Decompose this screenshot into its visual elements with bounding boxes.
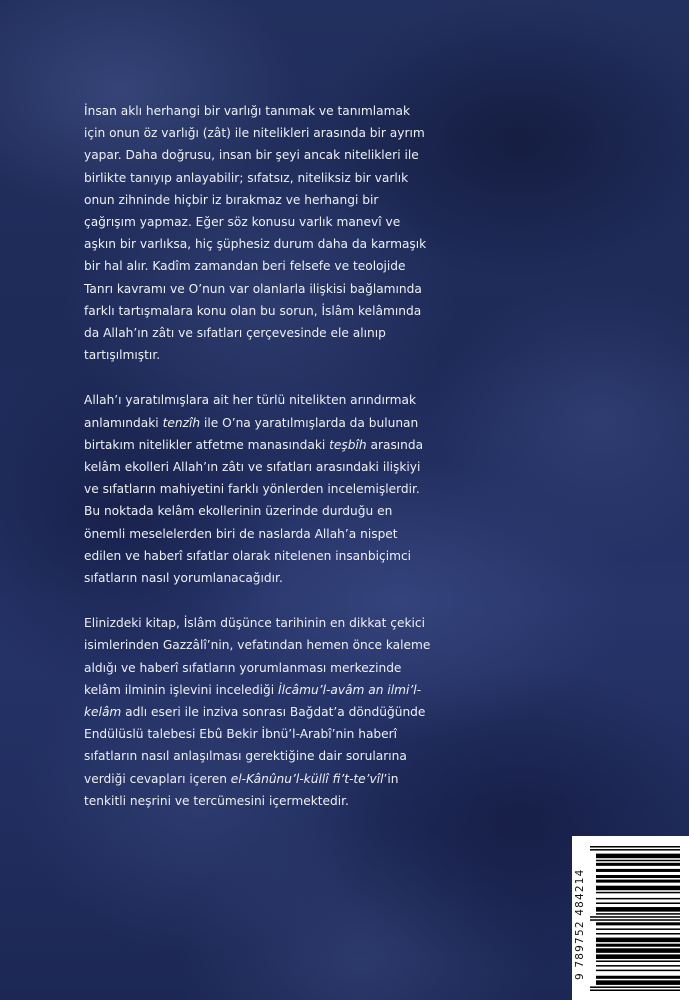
- barcode-bar: [596, 886, 680, 891]
- blurb-p2-term-tenzih: tenzîh: [162, 415, 201, 430]
- blurb-text: [84, 100, 434, 835]
- barcode-bar: [596, 854, 680, 859]
- barcode-bar: [596, 965, 680, 967]
- barcode-bar: [596, 938, 680, 943]
- barcode-bar: [596, 960, 680, 962]
- barcode-bars: [590, 846, 680, 991]
- barcode-bar: [596, 948, 680, 953]
- barcode-bar: [596, 954, 680, 959]
- barcode-bar: [590, 916, 680, 918]
- barcode-bar: [596, 933, 680, 935]
- barcode-bar: [596, 902, 680, 904]
- blurb-p1-seg-1: İnsan aklı herhangi bir varlığı tanımak ve tanımlamak için onun öz varlığı (zât) ile nitelikleri arasında bir ayrım yapar. Daha doğrusu, insan bir şeyi ancak nitelikleri ile birlikte tanıyıp anlayabilir; sıfatsız, niteliksiz bir varlık onun zihninde hiçbir iz bırakmaz ve herhangi bir çağrışım yapmaz. Eğer söz konusu varlık manevî ve aşkın bir varlıksa, hiç şüphesiz durum daha da karmaşık bir hal alır. Kadîm zamandan beri felsefe ve teolojide Tanrı kavramı ve O’nun var olanlarla ilişkisi bağlamında farklı tartışmalara konu olan bu sorun, İslâm kelâmında da Allah’ın zâtı ve sıfatları çerçevesinde ele alınıp tartışılmıştır.: [84, 104, 427, 363]
- barcode-bar: [596, 892, 680, 894]
- barcode-bar: [596, 898, 680, 900]
- barcode-bar: [596, 863, 680, 866]
- barcode-bar: [596, 922, 680, 925]
- blurb-p2-seg-5: arasında kelâm ekolleri Allah’ın zâtı ve sıfatları arasındaki ilişkiyi ve sıfatların mahiyetini farklı yönlerden incelemişlerdir. Bu noktada kelâm ekollerinin üzerinde durduğu en önemli meselelerden biri de naslarda Allah’a nispet edilen ve haberî sıfatlar olarak nitelenen insanbiçimci sıfatların nasıl yorumlanacağıdır.: [84, 437, 424, 586]
- blurb-paragraph-3: [84, 612, 434, 812]
- blurb-p2-term-tesbih: teşbîh: [329, 437, 367, 452]
- barcode-bar: [590, 846, 680, 848]
- isbn-barcode-panel: [572, 836, 689, 1000]
- blurb-paragraph-1: [84, 100, 434, 366]
- barcode-bar: [590, 986, 680, 988]
- barcode-bar: [596, 880, 680, 883]
- blurb-p2-seg-1: Allah’ı yaratılmışlara ait her türlü nitelikten arındırmak anlamındaki: [84, 393, 417, 430]
- barcode-bar: [596, 907, 680, 912]
- blurb-p3-seg-1: Elinizdeki kitap, İslâm düşünce tarihinin en dikkat çekici isimlerinden Gazzâlî’nin, vefatından hemen önce kaleme aldığı ve haberî sıfatların yorumlanması merkezinde kelâm ilminin işlevini incelediği: [84, 616, 431, 697]
- barcode-bar: [596, 980, 680, 985]
- barcode-bar: [596, 928, 680, 930]
- blurb-p3-seg-3: adlı eseri ile inziva sonrası Bağdat’a döndüğünde Endülüslü talebesi Ebû Bekir İbnü’l-Arabî’nin haberî sıfatların nasıl anlaşılması gerektiğine dair sorularına verdiği cevapları içeren: [84, 705, 426, 786]
- blurb-p3-title-kanun: el-Kânûnu’l-küllî fi’t-te’vîl: [230, 771, 384, 786]
- blurb-paragraph-2: [84, 389, 434, 589]
- blurb-p3-title-ilcam: İlcâmu’l-avâm an ilmi’l-kelâm: [84, 682, 422, 720]
- barcode-bar: [590, 919, 680, 921]
- blurb-p3-seg-5: ’in tenkitli neşrini ve tercümesini içermektedir.: [84, 771, 399, 808]
- barcode-bar: [590, 849, 680, 851]
- barcode-bar: [596, 875, 680, 878]
- barcode-bar: [596, 913, 680, 915]
- barcode-bar: [596, 869, 680, 872]
- barcode-bar: [590, 989, 680, 991]
- barcode-bar: [596, 860, 680, 862]
- barcode-bar: [596, 970, 680, 972]
- barcode-bar: [596, 944, 680, 947]
- barcode-bar: [596, 976, 680, 979]
- blurb-p2-seg-3: ile O’na yaratılmışlarda da bulunan birtakım nitelikler atfetme manasındaki: [84, 415, 419, 452]
- isbn-number: 9 789752 484214: [574, 868, 586, 980]
